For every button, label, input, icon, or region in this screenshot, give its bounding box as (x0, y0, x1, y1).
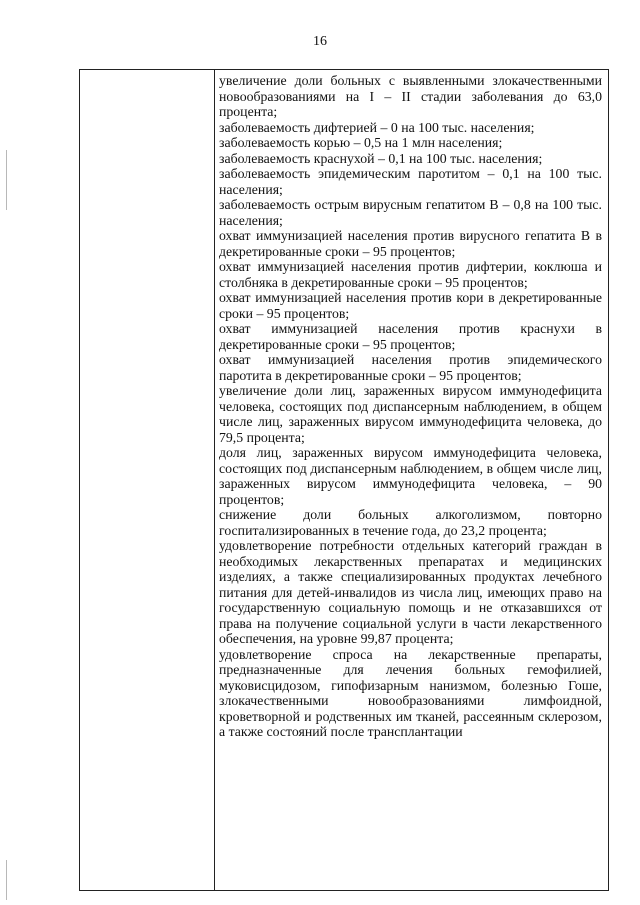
table-column-divider (214, 70, 215, 890)
list-item: охват иммунизацией населения против дифтерии, коклюша и столбняка в декретированные сроки – 95 процентов; (219, 259, 602, 290)
list-item: заболеваемость краснухой – 0,1 на 100 тыс. населения; (219, 150, 543, 166)
list-item: удовлетворение потребности отдельных категорий граждан в необходимых лекарственных препаратах и медицинских изделиях, а также специализированных продуктах лечебного питания для детей-инвалидов из числа лиц, имеющих право на государственную социальную помощь и не отказавшихся от права на получение социальной услуги в части лекарственного обеспечения, на уровне 99,87 процента; (219, 538, 602, 646)
scan-edge-mark-top (6, 150, 7, 210)
list-item: снижение доли больных алкоголизмом, повторно госпитализированных в течение года, до 23,2 процента; (219, 507, 602, 538)
list-item: охват иммунизацией населения против краснухи в декретированные сроки – 95 процентов; (219, 321, 602, 352)
scan-edge-mark-bottom (6, 860, 7, 900)
list-item: увеличение доли лиц, зараженных вирусом иммунодефицита человека, состоящих под диспансерным наблюдением, в общем числе лиц, зараженных вирусом иммунодефицита человека, до 79,5 процента; (219, 383, 602, 445)
list-item: заболеваемость корью – 0,5 на 1 млн населения; (219, 135, 503, 150)
list-item: охват иммунизацией населения против вирусного гепатита В в декретированные сроки – 95 процентов; (219, 228, 602, 259)
list-item: заболеваемость эпидемическим паротитом – 0,1 на 100 тыс. населения; (219, 166, 602, 197)
list-item: заболеваемость острым вирусным гепатитом В – 0,8 на 100 тыс. населения; (219, 197, 602, 228)
list-item: охват иммунизацией населения против кори в декретированные сроки – 95 процентов; (219, 290, 602, 321)
list-item: доля лиц, зараженных вирусом иммунодефицита человека, состоящих под диспансерным наблюдением, в общем числе лиц, зараженных вирусом иммунодефицита человека, – 90 процентов; (219, 445, 602, 507)
list-item: увеличение доли больных с выявленными злокачественными новообразованиями на I – II стадии заболевания до 63,0 процента; (219, 73, 602, 119)
content-table (79, 69, 609, 891)
table-left-cell (80, 70, 214, 890)
table-right-cell (219, 73, 602, 740)
list-item: удовлетворение спроса на лекарственные препараты, предназначенные для лечения больных гемофилией, муковисцидозом, гипофизарным нанизмом, болезнью Гоше, злокачественными новообразованиями лимфоидной, кроветворной и родственных им тканей, рассеянным склерозом, а также состояний после трансплантации (219, 646, 602, 739)
list-item: охват иммунизацией населения против эпидемического паротита в декретированные сроки – 95 процентов; (219, 352, 602, 383)
list-item: заболеваемость дифтерией – 0 на 100 тыс. населения; (219, 119, 535, 135)
page-number: 16 (313, 34, 327, 49)
